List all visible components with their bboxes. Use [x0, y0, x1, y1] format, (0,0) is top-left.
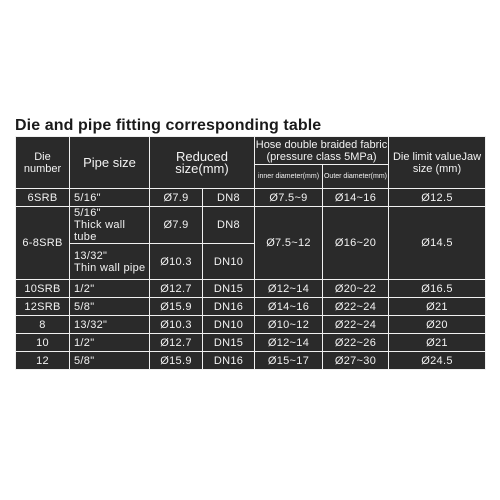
- outer-cell: Ø16~20: [323, 207, 389, 280]
- limit-cell: Ø21: [389, 334, 486, 352]
- table-row: [16, 280, 486, 298]
- pipe-cell: 1/2": [70, 334, 150, 352]
- pipe-note-text: Thin wall pipe: [74, 261, 146, 274]
- table-row: [16, 298, 486, 316]
- table-row: [16, 334, 486, 352]
- diameter-cell: Ø15.9: [150, 352, 203, 370]
- inner-cell: Ø10~12: [255, 316, 323, 334]
- inner-cell: Ø7.5~12: [255, 207, 323, 280]
- inner-cell: Ø15~17: [255, 352, 323, 370]
- header-outer-diameter: Outer diameter(mm): [323, 165, 389, 189]
- pipe-cell: 5/8": [70, 298, 150, 316]
- inner-cell: Ø12~14: [255, 334, 323, 352]
- diameter-cell: Ø10.3: [150, 316, 203, 334]
- header-hose: Hose double braided fabric (pressure class 5MPa): [255, 138, 388, 163]
- dn-cell: DN10: [203, 316, 255, 334]
- dn-cell: DN8: [203, 207, 255, 244]
- outer-cell: Ø22~24: [323, 298, 389, 316]
- outer-cell: Ø20~22: [323, 280, 389, 298]
- dn-cell: DN16: [203, 352, 255, 370]
- dn-cell: DN8: [203, 189, 255, 207]
- pipe-note-text: Thick wall tube: [74, 219, 126, 243]
- diameter-cell: Ø12.7: [150, 334, 203, 352]
- die-cell: 10: [16, 334, 70, 352]
- header-die-number: Die number: [16, 137, 70, 189]
- outer-cell: Ø14~16: [323, 189, 389, 207]
- pipe-size-text: 13/32": [74, 249, 108, 262]
- limit-cell: Ø21: [389, 298, 486, 316]
- fitting-table: [15, 136, 486, 370]
- pipe-cell: 13/32": [70, 316, 150, 334]
- inner-cell: Ø14~16: [255, 298, 323, 316]
- pipe-cell: 5/16": [70, 189, 150, 207]
- diameter-cell: Ø7.9: [150, 189, 203, 207]
- diameter-cell: Ø12.7: [150, 280, 203, 298]
- pipe-cell: [70, 244, 150, 280]
- limit-cell: Ø24.5: [389, 352, 486, 370]
- pipe-cell: [70, 207, 150, 244]
- pipe-cell: 1/2": [70, 280, 150, 298]
- header-die-limit: Die limit valueJaw size (mm): [389, 137, 486, 189]
- diameter-cell: Ø7.9: [150, 207, 203, 244]
- die-cell: 12: [16, 352, 70, 370]
- dn-cell: DN10: [203, 244, 255, 280]
- diameter-cell: Ø10.3: [150, 244, 203, 280]
- inner-cell: Ø7.5~9: [255, 189, 323, 207]
- die-cell: 6SRB: [16, 189, 70, 207]
- dn-cell: DN15: [203, 280, 255, 298]
- outer-cell: Ø22~26: [323, 334, 389, 352]
- limit-cell: Ø16.5: [389, 280, 486, 298]
- die-cell: 6-8SRB: [16, 207, 70, 280]
- page-title: Die and pipe fitting corresponding table: [15, 117, 322, 134]
- outer-cell: Ø27~30: [323, 352, 389, 370]
- limit-cell: Ø14.5: [389, 207, 486, 280]
- die-cell: 12SRB: [16, 298, 70, 316]
- inner-cell: Ø12~14: [255, 280, 323, 298]
- die-cell: 10SRB: [16, 280, 70, 298]
- pipe-size-text: 5/16": [74, 207, 101, 219]
- header-row: [16, 137, 486, 165]
- diameter-cell: Ø15.9: [150, 298, 203, 316]
- outer-cell: Ø22~24: [323, 316, 389, 334]
- table-row: [16, 352, 486, 370]
- table-row: [16, 207, 486, 244]
- pipe-cell: 5/8": [70, 352, 150, 370]
- header-reduced-size: Reduced size(mm): [150, 137, 255, 189]
- limit-cell: Ø12.5: [389, 189, 486, 207]
- table-row: [16, 189, 486, 207]
- dn-cell: DN16: [203, 298, 255, 316]
- die-cell: 8: [16, 316, 70, 334]
- header-pipe-size: Pipe size: [70, 137, 150, 189]
- dn-cell: DN15: [203, 334, 255, 352]
- limit-cell: Ø20: [389, 316, 486, 334]
- table-row: [16, 316, 486, 334]
- header-inner-diameter: inner diameter(mm): [255, 165, 323, 189]
